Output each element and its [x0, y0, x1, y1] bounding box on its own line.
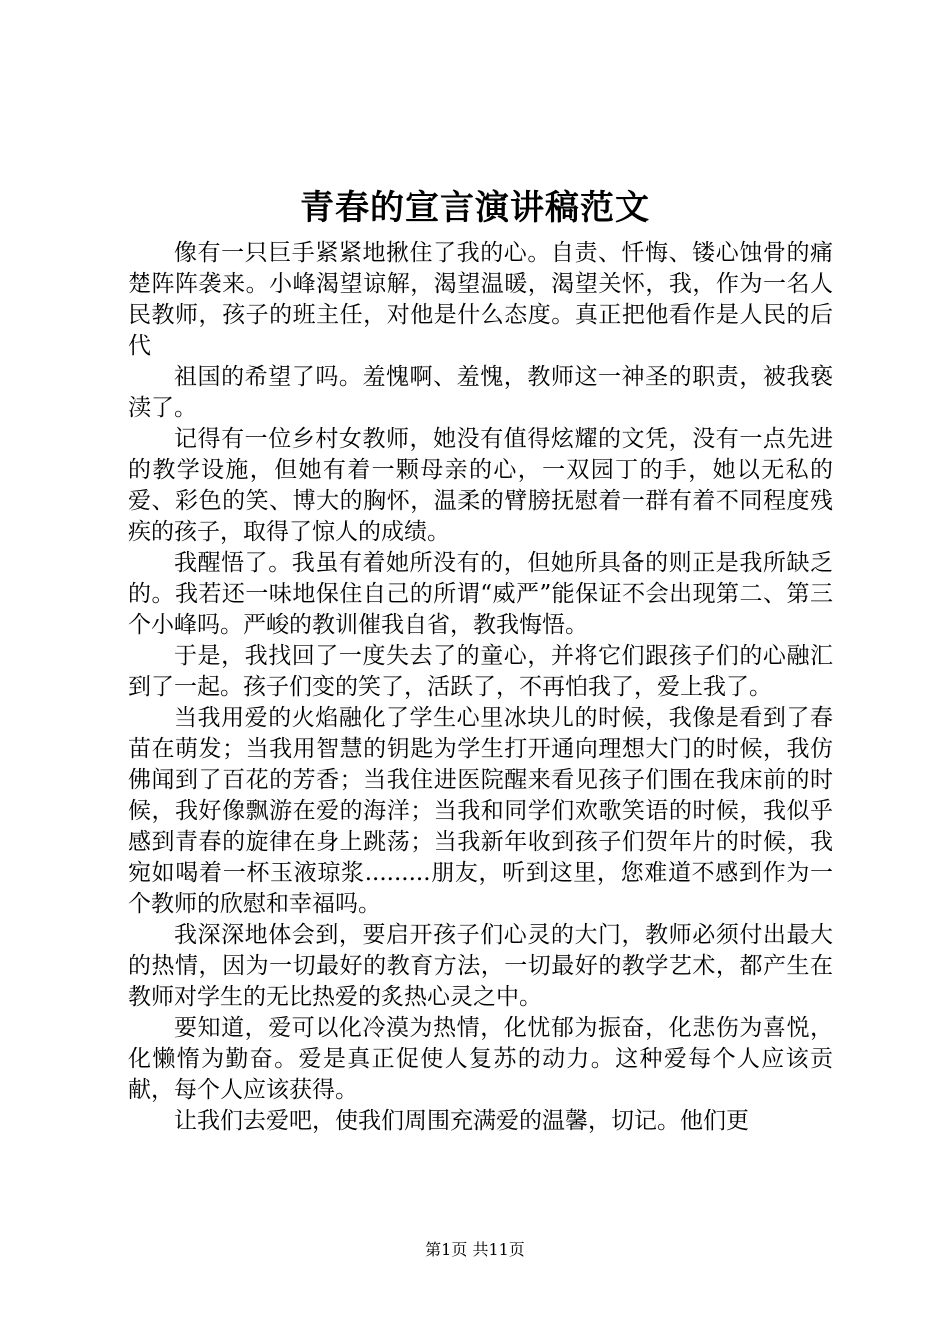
- paragraph-6: 当我用爱的火焰融化了学生心里冰块儿的时候，我像是看到了春苗在萌发；当我用智慧的钥匙为学生打开通向理想大门的时候，我仿佛闻到了百花的芳香；当我住进医院醒来看见孩子们围在我床前的时候，我好像飘游在爱的海洋；当我和同学们欢歌笑语的时候，我似乎感到青春的旋律在身上跳荡；当我新年收到孩子们贺年片的时候，我宛如喝着一杯玉液琼浆.........朋友，听到这里，您难道不感到作为一个教师的欣慰和幸福吗。: [128, 705, 833, 917]
- paragraph-9: 让我们去爱吧，使我们周围充满爱的温馨，切记。他们更: [174, 1108, 749, 1134]
- paragraph-1: 像有一只巨手紧紧地揪住了我的心。自责、忏悔、镂心蚀骨的痛楚阵阵袭来。小峰渴望谅解，渴望温暖，渴望关怀，我，作为一名人民教师，孩子的班主任，对他是什么态度。真正把他看作是人民的后代: [128, 240, 833, 359]
- paragraph-5: 于是，我找回了一度失去了的童心，并将它们跟孩子们的心融汇到了一起。孩子们变的笑了，活跃了，不再怕我了，爱上我了。: [128, 643, 833, 700]
- page-footer: 第1页 共11页: [425, 1240, 525, 1259]
- page-title: 青春的宣言演讲稿范文: [300, 188, 650, 228]
- paragraph-3: 记得有一位乡村女教师，她没有值得炫耀的文凭，没有一点先进的教学设施，但她有着一颗母亲的心，一双园丁的手，她以无私的爱、彩色的笑、博大的胸怀，温柔的臂膀抚慰着一群有着不同程度残疾的孩子，取得了惊人的成绩。: [128, 426, 833, 545]
- paragraph-8: 要知道，爱可以化冷漠为热情，化忧郁为振奋，化悲伤为喜悦，化懒惰为勤奋。爱是真正促使人复苏的动力。这种爱每个人应该贡献，每个人应该获得。: [128, 1015, 833, 1103]
- paragraph-2: 祖国的希望了吗。羞愧啊、羞愧，教师这一神圣的职责，被我亵渎了。: [128, 364, 833, 421]
- document-body: [128, 238, 833, 1137]
- paragraph-7: 我深深地体会到，要启开孩子们心灵的大门，教师必须付出最大的热情，因为一切最好的教育方法，一切最好的教学艺术，都产生在教师对学生的无比热爱的炙热心灵之中。: [128, 922, 833, 1010]
- paragraph-4: 我醒悟了。我虽有着她所没有的，但她所具备的则正是我所缺乏的。我若还一味地保住自己的所谓“威严”能保证不会出现第二、第三个小峰吗。严峻的教训催我自省，教我悔悟。: [128, 550, 833, 638]
